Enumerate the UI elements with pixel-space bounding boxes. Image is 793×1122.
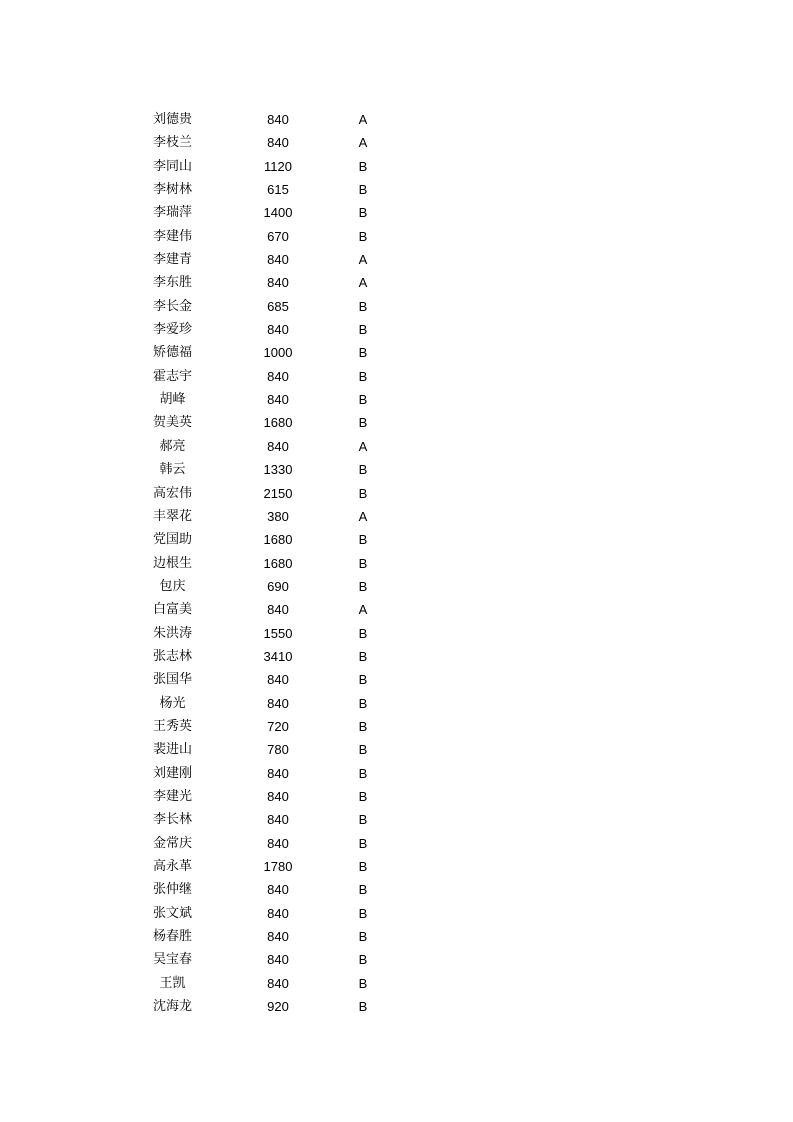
table-row <box>140 318 400 341</box>
name-cell: 李东胜 <box>152 275 192 291</box>
amount-cell: 840 <box>267 672 289 688</box>
table-row <box>140 155 400 178</box>
name-cell: 李建光 <box>152 788 192 804</box>
grade-cell: B <box>358 975 368 991</box>
amount-cell: 840 <box>267 252 289 268</box>
amount-cell: 685 <box>267 298 289 314</box>
grade-cell: A <box>358 602 368 618</box>
amount-cell: 1000 <box>263 345 293 361</box>
table-row <box>140 411 400 434</box>
name-cell: 吴宝春 <box>152 952 192 968</box>
table-row <box>140 622 400 645</box>
table-row <box>140 925 400 948</box>
grade-cell: B <box>358 345 368 361</box>
data-table <box>140 108 400 1018</box>
grade-cell: B <box>358 298 368 314</box>
amount-cell: 840 <box>267 438 289 454</box>
table-row <box>140 668 400 691</box>
table-row <box>140 178 400 201</box>
table-row <box>140 528 400 551</box>
amount-cell: 840 <box>267 929 289 945</box>
name-cell: 李枝兰 <box>152 135 192 151</box>
amount-cell: 840 <box>267 392 289 408</box>
name-cell: 郝亮 <box>159 438 186 454</box>
amount-cell: 840 <box>267 952 289 968</box>
name-cell: 朱洪涛 <box>152 625 192 641</box>
grade-cell: B <box>358 999 368 1015</box>
amount-cell: 1780 <box>263 859 293 874</box>
amount-cell: 615 <box>267 182 289 198</box>
grade-cell: B <box>358 952 368 968</box>
amount-cell: 840 <box>267 788 289 804</box>
table-row <box>140 295 400 318</box>
grade-cell: B <box>358 578 368 594</box>
name-cell: 李建伟 <box>152 228 192 244</box>
table-row <box>140 785 400 808</box>
amount-cell: 840 <box>267 275 289 291</box>
grade-cell: B <box>358 182 368 198</box>
grade-cell: B <box>358 158 368 174</box>
table-row <box>140 458 400 481</box>
name-cell: 杨光 <box>159 695 186 711</box>
name-cell: 裴进山 <box>152 742 192 758</box>
grade-cell: B <box>358 788 368 804</box>
amount-cell: 840 <box>267 602 289 618</box>
name-cell: 李同山 <box>152 158 192 174</box>
amount-cell: 1680 <box>263 532 293 548</box>
name-cell: 胡峰 <box>159 392 186 408</box>
grade-cell: B <box>358 742 368 758</box>
amount-cell: 690 <box>267 578 289 594</box>
amount-cell: 840 <box>267 835 289 851</box>
name-cell: 李树林 <box>152 182 192 198</box>
table-row <box>140 365 400 388</box>
amount-cell: 840 <box>267 322 289 338</box>
table-row <box>140 435 400 458</box>
table-row <box>140 762 400 785</box>
grade-cell: B <box>358 555 368 571</box>
grade-cell: B <box>358 905 368 921</box>
grade-cell: B <box>358 718 368 734</box>
amount-cell: 1400 <box>263 205 293 221</box>
grade-cell: B <box>358 368 368 384</box>
name-cell: 李建青 <box>152 252 192 268</box>
grade-cell: B <box>358 695 368 711</box>
amount-cell: 780 <box>267 742 289 758</box>
table-row <box>140 645 400 668</box>
table-row <box>140 692 400 715</box>
name-cell: 党国助 <box>152 532 192 548</box>
name-cell: 李爱珍 <box>152 322 192 338</box>
amount-cell: 840 <box>267 905 289 921</box>
grade-cell: B <box>358 485 368 501</box>
grade-cell: B <box>358 812 368 828</box>
amount-cell: 840 <box>267 882 289 898</box>
grade-cell: B <box>358 462 368 478</box>
grade-cell: B <box>358 205 368 221</box>
table-row <box>140 902 400 925</box>
amount-cell: 1330 <box>263 462 293 478</box>
name-cell: 王凯 <box>159 975 186 991</box>
table-row <box>140 738 400 761</box>
table-row <box>140 808 400 831</box>
table-row <box>140 598 400 621</box>
name-cell: 金常庆 <box>152 835 192 851</box>
name-cell: 张国华 <box>152 672 192 688</box>
name-cell: 白富美 <box>152 602 192 618</box>
table-row <box>140 552 400 575</box>
amount-cell: 3410 <box>263 648 293 664</box>
amount-cell: 840 <box>267 975 289 991</box>
name-cell: 李长金 <box>152 298 192 314</box>
grade-cell: B <box>358 859 368 874</box>
amount-cell: 1680 <box>263 415 293 431</box>
amount-cell: 2150 <box>263 485 293 501</box>
name-cell: 韩云 <box>159 462 186 478</box>
name-cell: 张仲继 <box>152 882 192 898</box>
table-row <box>140 948 400 971</box>
table-row <box>140 388 400 411</box>
amount-cell: 670 <box>267 228 289 244</box>
amount-cell: 840 <box>267 765 289 781</box>
table-row <box>140 108 400 131</box>
table-row <box>140 505 400 528</box>
grade-cell: A <box>358 275 368 291</box>
table-row <box>140 575 400 598</box>
amount-cell: 840 <box>267 812 289 828</box>
grade-cell: B <box>358 648 368 664</box>
table-row <box>140 248 400 271</box>
name-cell: 王秀英 <box>152 718 192 734</box>
name-cell: 张志林 <box>152 648 192 664</box>
grade-cell: B <box>358 882 368 898</box>
grade-cell: B <box>358 672 368 688</box>
name-cell: 边根生 <box>152 555 192 571</box>
grade-cell: B <box>358 322 368 338</box>
name-cell: 李长林 <box>152 812 192 828</box>
amount-cell: 1550 <box>263 625 293 641</box>
grade-cell: B <box>358 392 368 408</box>
name-cell: 矫德福 <box>152 345 192 361</box>
grade-cell: A <box>358 112 368 127</box>
table-row <box>140 995 400 1018</box>
name-cell: 沈海龙 <box>152 999 192 1015</box>
amount-cell: 1120 <box>264 158 292 174</box>
amount-cell: 380 <box>267 508 289 524</box>
grade-cell: A <box>358 252 368 268</box>
grade-cell: B <box>358 929 368 945</box>
name-cell: 包庆 <box>159 578 186 594</box>
amount-cell: 840 <box>267 135 289 151</box>
table-row <box>140 225 400 248</box>
grade-cell: A <box>358 135 368 151</box>
amount-cell: 840 <box>267 368 289 384</box>
grade-cell: B <box>358 765 368 781</box>
table-row <box>140 271 400 294</box>
name-cell: 丰翠花 <box>152 508 192 524</box>
amount-cell: 1680 <box>263 555 293 571</box>
grade-cell: A <box>358 508 368 524</box>
table-row <box>140 878 400 901</box>
grade-cell: B <box>358 228 368 244</box>
table-row <box>140 855 400 878</box>
grade-cell: B <box>358 625 368 641</box>
table-row <box>140 972 400 995</box>
table-row <box>140 482 400 505</box>
name-cell: 高永革 <box>152 859 192 874</box>
name-cell: 刘德贵 <box>152 112 192 127</box>
amount-cell: 840 <box>267 112 289 127</box>
grade-cell: B <box>358 835 368 851</box>
name-cell: 高宏伟 <box>152 485 192 501</box>
amount-cell: 920 <box>267 999 289 1015</box>
table-row <box>140 832 400 855</box>
name-cell: 李瑞萍 <box>152 205 192 221</box>
name-cell: 杨春胜 <box>152 929 192 945</box>
table-row <box>140 131 400 154</box>
grade-cell: B <box>358 532 368 548</box>
name-cell: 张文斌 <box>152 905 192 921</box>
name-cell: 霍志宇 <box>152 368 192 384</box>
table-row <box>140 201 400 224</box>
grade-cell: B <box>358 415 368 431</box>
table-row <box>140 341 400 364</box>
name-cell: 贺美英 <box>152 415 192 431</box>
amount-cell: 720 <box>267 718 289 734</box>
table-row <box>140 715 400 738</box>
name-cell: 刘建刚 <box>152 765 192 781</box>
amount-cell: 840 <box>267 695 289 711</box>
grade-cell: A <box>358 438 368 454</box>
